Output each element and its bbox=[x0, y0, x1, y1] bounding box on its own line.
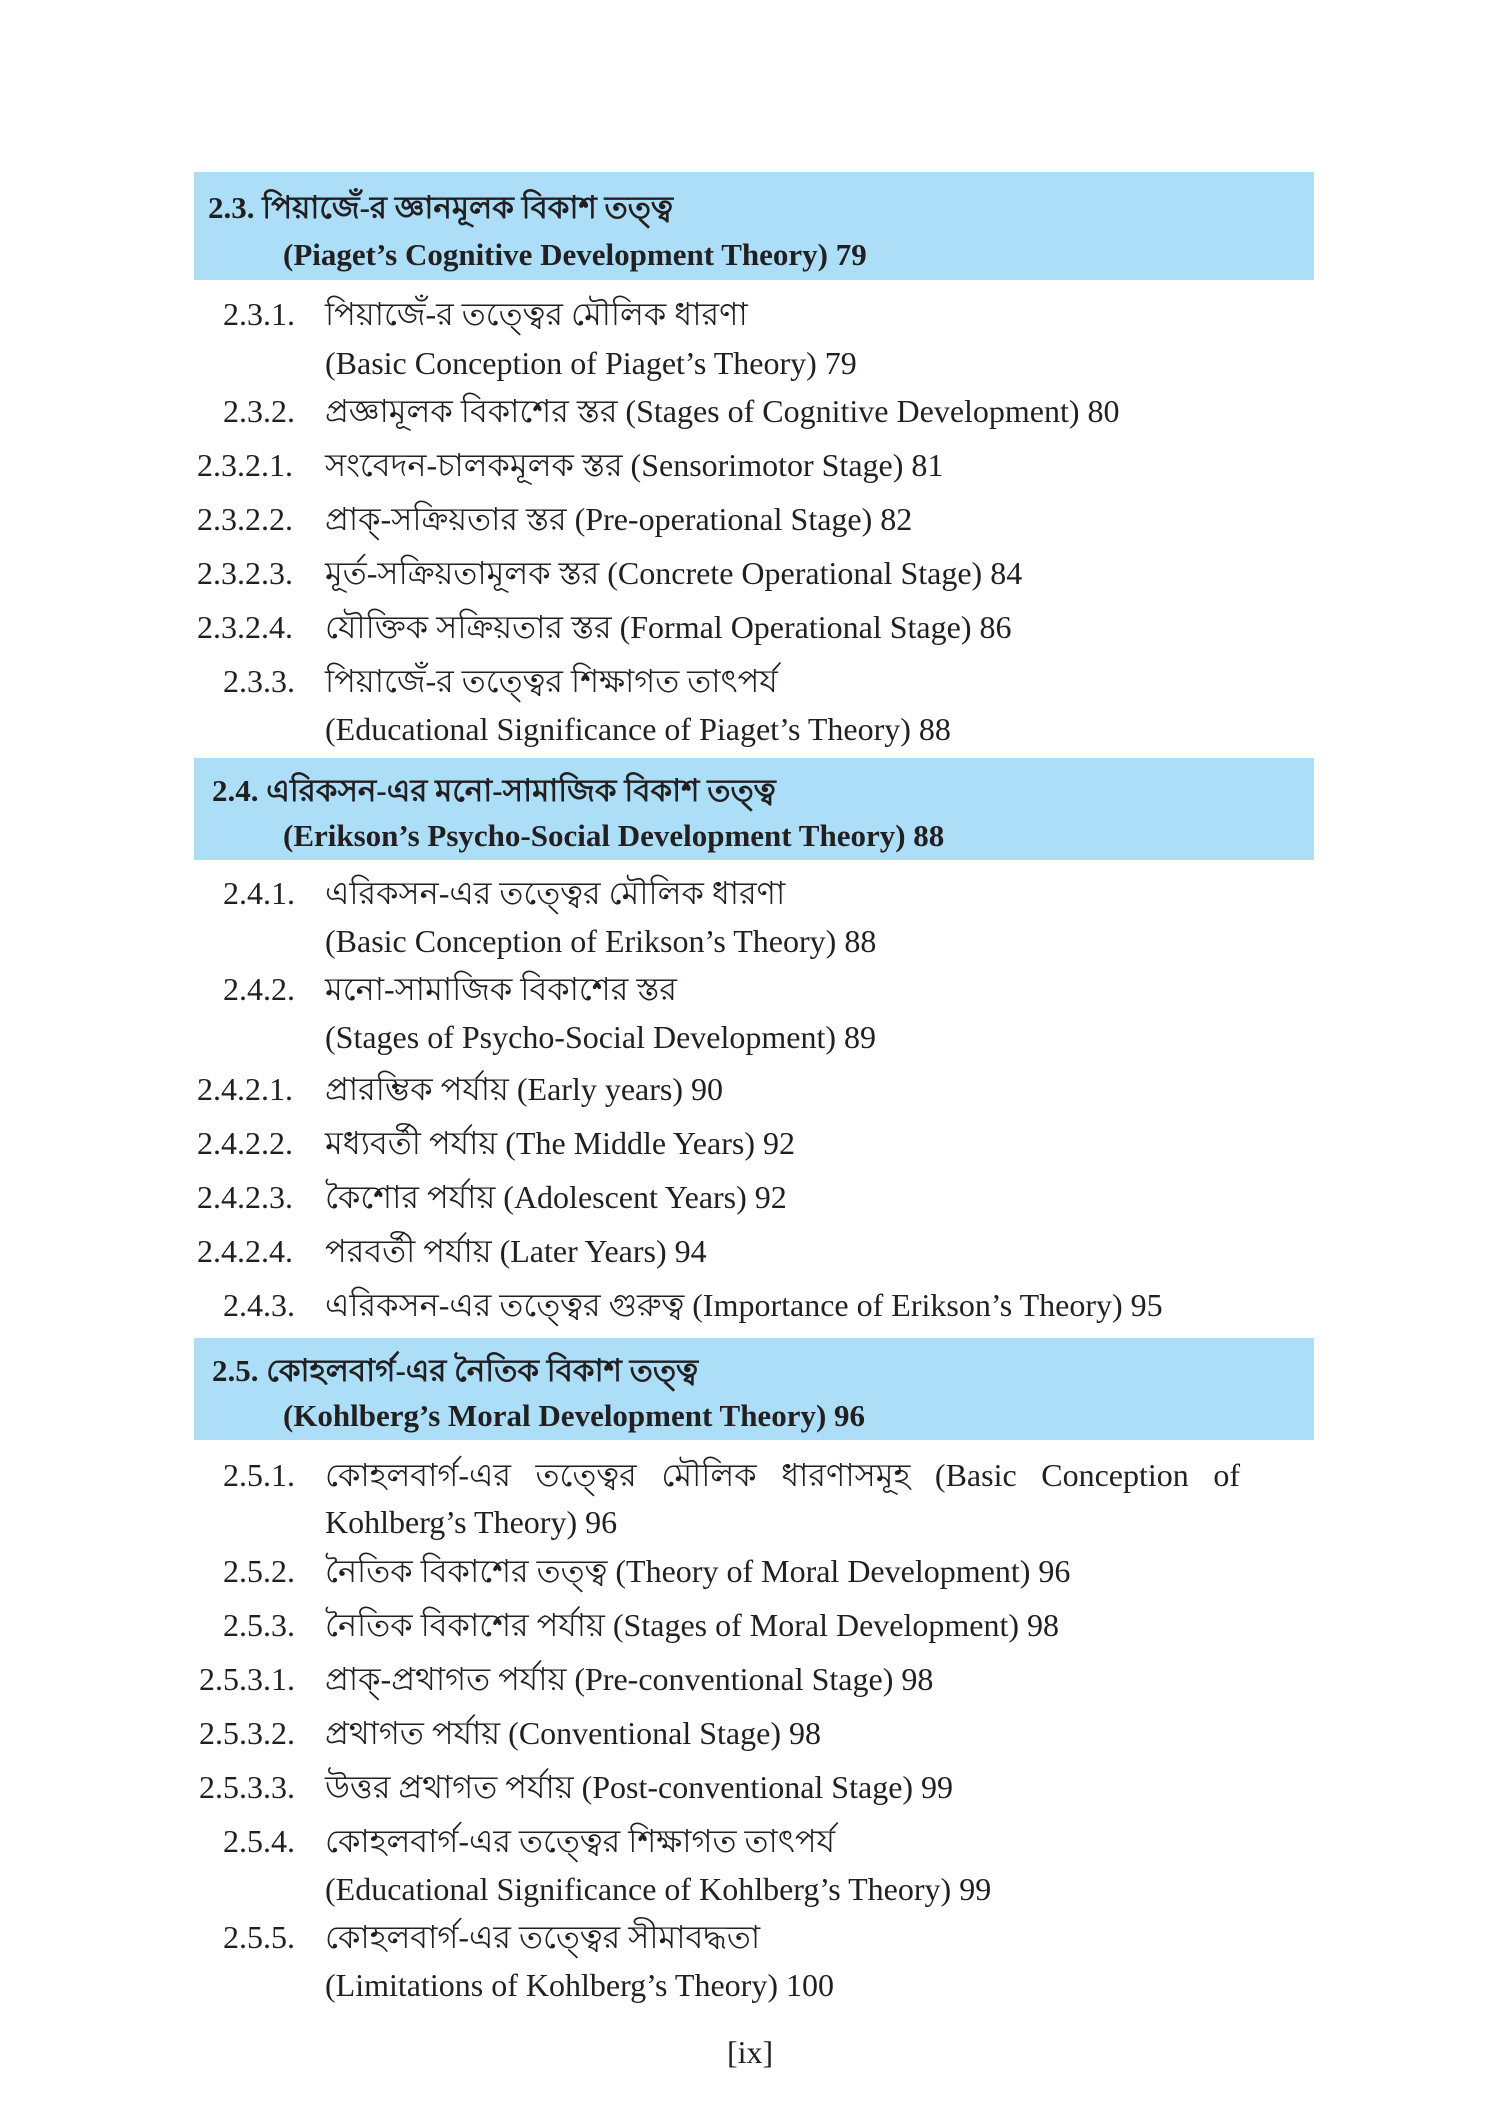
entry-text: পিয়াজেঁ-র তত্ত্বের মৌলিক ধারণা bbox=[325, 296, 748, 332]
entry-number: 2.4.1. bbox=[223, 875, 295, 911]
entry-number: 2.5.3. bbox=[223, 1607, 295, 1643]
entry-number: 2.5.3.2. bbox=[199, 1715, 295, 1751]
entry-number: 2.5.3.1. bbox=[199, 1661, 295, 1697]
entry-text: মনো-সামাজিক বিকাশের স্তর bbox=[325, 971, 677, 1007]
page-number: [ix] bbox=[727, 2034, 774, 2070]
entry-text: কোহলবার্গ-এর তত্ত্বের শিক্ষাগত তাৎপর্য bbox=[325, 1823, 836, 1859]
section-title-bn bbox=[212, 1355, 698, 1386]
entry-number: 2.5.1. bbox=[223, 1457, 295, 1493]
section-title-bn bbox=[208, 192, 673, 223]
section-title-bengali: এরিকসন-এর মনো-সামাজিক বিকাশ তত্ত্ব bbox=[266, 773, 776, 808]
section-number: 2.4. bbox=[212, 773, 259, 808]
section-header-2-4 bbox=[194, 758, 1314, 860]
entry-text: পিয়াজেঁ-র তত্ত্বের শিক্ষাগত তাৎপর্য bbox=[325, 663, 778, 699]
section-header-2-5 bbox=[194, 1338, 1314, 1440]
entry-text: (Basic Conception of Erikson’s Theory) 88 bbox=[325, 923, 877, 959]
entry-number: 2.3.2. bbox=[223, 393, 295, 429]
entry-text: কৈশোর পর্যায় (Adolescent Years) 92 bbox=[325, 1179, 787, 1215]
section-title-english: (Kohlberg’s Moral Development Theory) 96 bbox=[283, 1398, 866, 1433]
entry-number: 2.5.4. bbox=[223, 1823, 295, 1859]
entry-number: 2.5.5. bbox=[223, 1919, 295, 1955]
entry-text: প্রাক্-প্রথাগত পর্যায় (Pre-conventional Stage) 98 bbox=[325, 1661, 934, 1697]
entry-text: Kohlberg’s Theory) 96 bbox=[325, 1504, 618, 1540]
entry-text: প্রথাগত পর্যায় (Conventional Stage) 98 bbox=[325, 1715, 821, 1751]
entry-number: 2.4.2.4. bbox=[197, 1233, 293, 1269]
entry-text: (Educational Significance of Kohlberg’s Theory) 99 bbox=[325, 1871, 992, 1907]
entry-text: নৈতিক বিকাশের তত্ত্ব (Theory of Moral Development) 96 bbox=[325, 1553, 1071, 1589]
entry-text: (Educational Significance of Piaget’s Theory) 88 bbox=[325, 711, 951, 747]
section-title-english: (Erikson’s Psycho-Social Development Theory) 88 bbox=[283, 818, 945, 853]
entry-text: নৈতিক বিকাশের পর্যায় (Stages of Moral Development) 98 bbox=[325, 1607, 1060, 1643]
entry-number: 2.3.3. bbox=[223, 663, 295, 699]
entry-number: 2.5.2. bbox=[223, 1553, 295, 1589]
section-number: 2.5. bbox=[212, 1353, 259, 1388]
entry-text: উত্তর প্রথাগত পর্যায় (Post-conventional Stage) 99 bbox=[325, 1769, 954, 1805]
section-title-bengali: কোহলবার্গ-এর নৈতিক বিকাশ তত্ত্ব bbox=[266, 1353, 699, 1388]
entry-text: (Basic Conception of Piaget’s Theory) 79 bbox=[325, 345, 857, 381]
section-title-bn bbox=[212, 775, 776, 806]
entry-text: সংবেদন-চালকমূলক স্তর (Sensorimotor Stage) 81 bbox=[325, 447, 944, 483]
entry-text: প্রারম্ভিক পর্যায় (Early years) 90 bbox=[325, 1071, 724, 1107]
entry-text: এরিকসন-এর তত্ত্বের গুরুত্ব (Importance of Erikson’s Theory) 95 bbox=[325, 1287, 1163, 1323]
entry-text: পরবর্তী পর্যায় (Later Years) 94 bbox=[325, 1233, 707, 1269]
entry-text: মধ্যবর্তী পর্যায় (The Middle Years) 92 bbox=[325, 1125, 795, 1161]
entry-text: (Stages of Psycho-Social Development) 89 bbox=[325, 1019, 876, 1055]
entry-number: 2.4.2. bbox=[223, 971, 295, 1007]
entry-text: এরিকসন-এর তত্ত্বের মৌলিক ধারণা bbox=[325, 875, 786, 911]
entry-text: কোহলবার্গ-এর তত্ত্বের মৌলিক ধারণাসমূহ (Basic Conception of bbox=[325, 1457, 1240, 1493]
entry-number: 2.4.2.2. bbox=[197, 1125, 293, 1161]
entry-number: 2.3.2.4. bbox=[197, 609, 293, 645]
section-title-bengali: পিয়াজেঁ-র জ্ঞানমূলক বিকাশ তত্ত্ব bbox=[262, 190, 674, 225]
entry-number: 2.4.3. bbox=[223, 1287, 295, 1323]
section-header-2-3 bbox=[194, 172, 1314, 280]
entry-number: 2.3.2.2. bbox=[197, 501, 293, 537]
entry-number: 2.5.3.3. bbox=[199, 1769, 295, 1805]
section-title-english: (Piaget’s Cognitive Development Theory) 79 bbox=[283, 237, 867, 272]
entry-number: 2.3.2.1. bbox=[197, 447, 293, 483]
entry-text: কোহলবার্গ-এর তত্ত্বের সীমাবদ্ধতা bbox=[325, 1919, 761, 1955]
entry-text: প্রজ্ঞামূলক বিকাশের স্তর (Stages of Cognitive Development) 80 bbox=[325, 393, 1120, 429]
entry-number: 2.3.1. bbox=[223, 296, 295, 332]
entry-number: 2.4.2.1. bbox=[197, 1071, 293, 1107]
entry-text: যৌক্তিক সক্রিয়তার স্তর (Formal Operational Stage) 86 bbox=[325, 609, 1012, 645]
entry-text: (Limitations of Kohlberg’s Theory) 100 bbox=[325, 1967, 834, 2003]
entry-number: 2.3.2.3. bbox=[197, 555, 293, 591]
section-number: 2.3. bbox=[208, 190, 255, 225]
entry-text: মূর্ত-সক্রিয়তামূলক স্তর (Concrete Operational Stage) 84 bbox=[325, 555, 1023, 591]
entry-number: 2.4.2.3. bbox=[197, 1179, 293, 1215]
entry-text: প্রাক্-সক্রিয়তার স্তর (Pre-operational Stage) 82 bbox=[325, 501, 913, 537]
